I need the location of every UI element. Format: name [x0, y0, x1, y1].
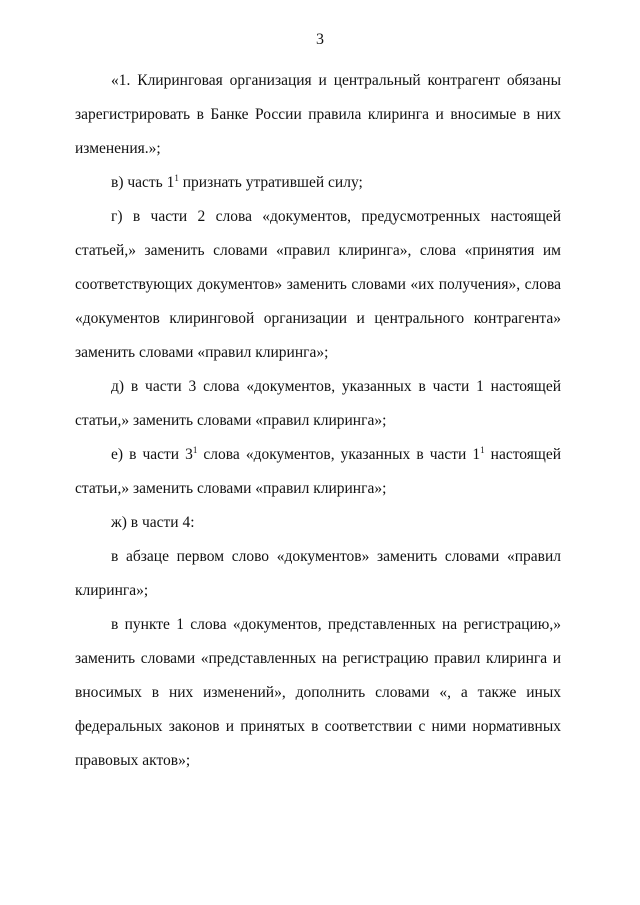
- text-run: в пункте 1 слова «документов, представленных на регистрацию,» заменить словами «представленных на регистрацию правил клиринга и вносимых в них изменений», дополнить словами «, а также иных федеральных законов и принятых в соответствии с ними нормативных правовых актов»;: [75, 616, 561, 769]
- paragraph: [75, 506, 561, 540]
- text-run: слова «документов, указанных в части 1: [197, 446, 481, 463]
- text-run: настоящей статьи,» заменить словами «правил клиринга»;: [75, 446, 561, 497]
- text-run: г) в части 2 слова «документов, предусмотренных настоящей статьей,» заменить словами «правил клиринга», слова «принятия им соответствующих документов» заменить словами «их получения», слова «документов клиринговой организации и центрального контрагента» заменить словами «правил клиринга»;: [75, 208, 561, 361]
- text-run: д) в части 3 слова «документов, указанных в части 1 настоящей статьи,» заменить словами «правил клиринга»;: [75, 378, 561, 429]
- text-run: е) в части 3: [111, 446, 193, 463]
- paragraph: [75, 540, 561, 608]
- paragraph: [75, 370, 561, 438]
- superscript: 1: [174, 173, 179, 183]
- document-body: [75, 64, 561, 778]
- page-number: 3: [316, 31, 324, 48]
- superscript: 1: [480, 445, 485, 455]
- text-run: «1. Клиринговая организация и центральный контрагент обязаны зарегистрировать в Банке России правила клиринга и вносимые в них изменения.»;: [75, 72, 561, 157]
- paragraph: [75, 438, 561, 506]
- text-run: в абзаце первом слово «документов» заменить словами «правил клиринга»;: [75, 548, 561, 599]
- paragraph: [75, 166, 561, 200]
- paragraph: [75, 200, 561, 370]
- text-run: признать утратившей силу;: [178, 174, 363, 191]
- paragraph: [75, 64, 561, 166]
- paragraph: [75, 608, 561, 778]
- text-run: ж) в части 4:: [111, 514, 195, 531]
- superscript: 1: [192, 445, 198, 455]
- text-run: в) часть 1: [111, 174, 175, 191]
